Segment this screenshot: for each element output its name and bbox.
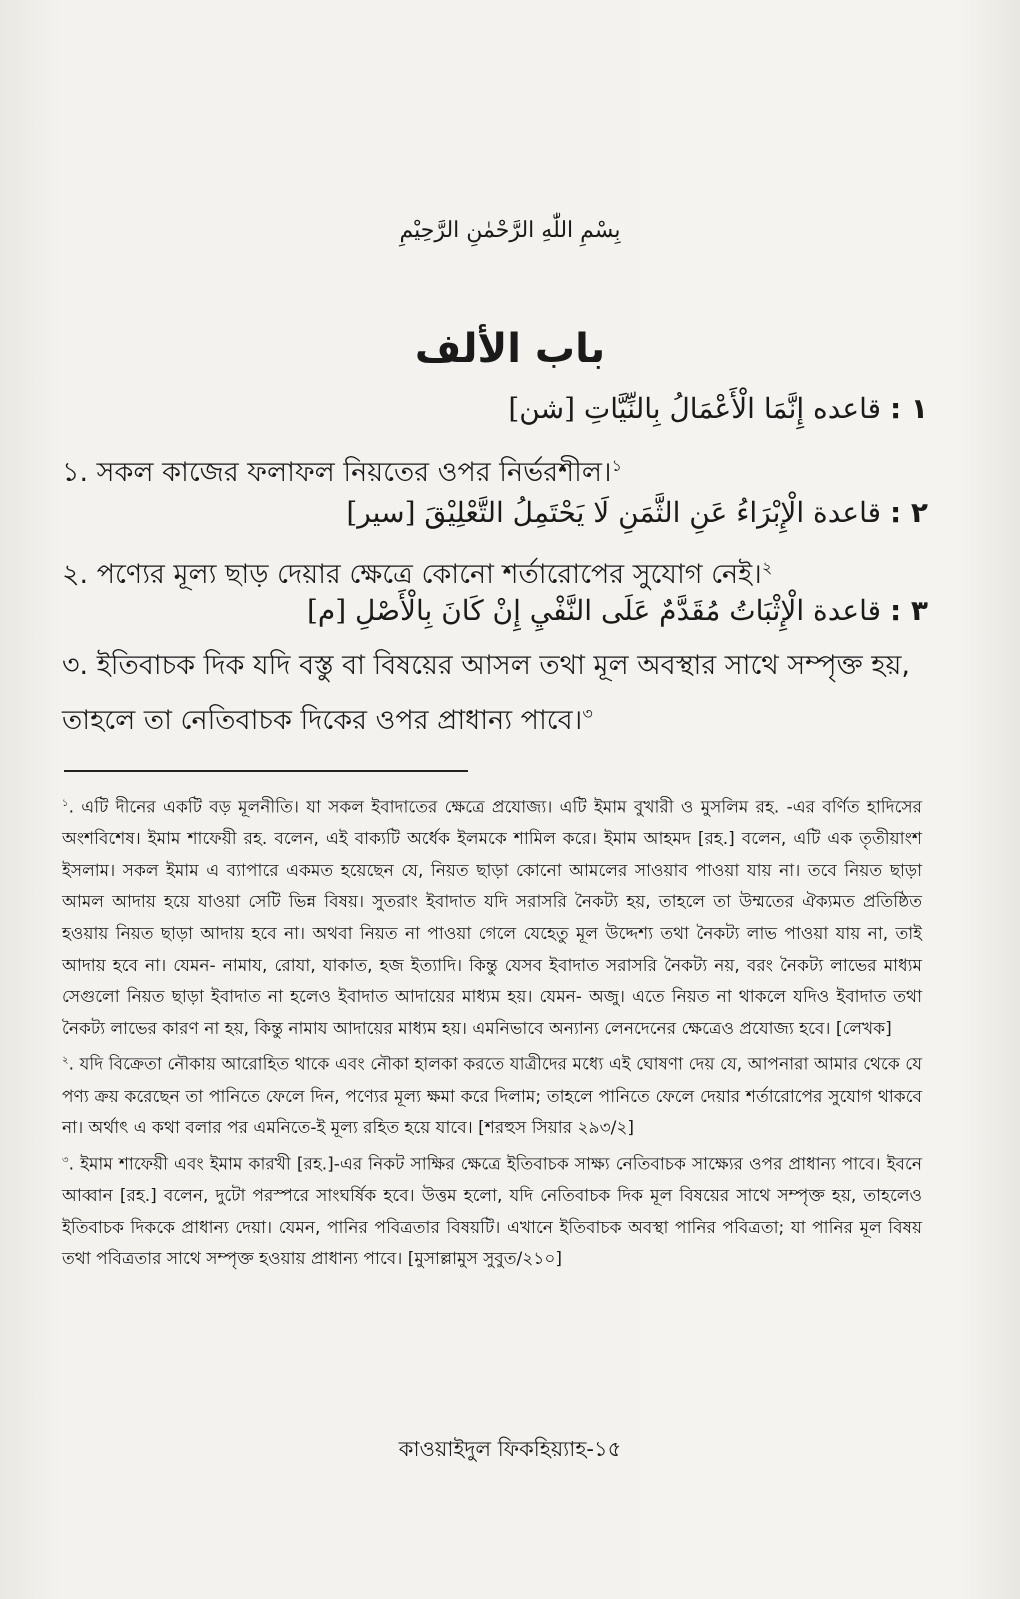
footnote-1-text: . এটি দীনের একটি বড় মূলনীতি। যা সকল ইবাদাতের ক্ষেত্রে প্রযোজ্য। এটি ইমাম বুখারী ও মুসলিম রহ. -এর বর্ণিত হাদিসের অংশবিশেষ। ইমাম শাফেয়ী রহ. বলেন, এই বাক্যটি অর্ধেক ইলমকে শামিল করে। ইমাম আহমদ [রহ.] বলেন, এটি এক তৃতীয়াংশ ইসলাম। সকল ইমাম এ ব্যাপারে একমত হয়েছেন যে, নিয়ত ছাড়া কোনো আমলের সাওয়াব পাওয়া যায় না। তবে নিয়ত ছাড়া আমল আদায় হয়ে যাওয়া সেটি ভিন্ন বিষয়। সুতরাং ইবাদাত যদি সরাসরি নৈকট্য হয়, তাহলে তা উম্মতের ঐক্যমত প্রতিষ্ঠিত হওয়ায় নিয়ত ছাড়া আদায় হবে না। অথবা নিয়ত না পাওয়া গেলে যেহেতু মূল উদ্দেশ্য তথা নৈকট্য লাভ পাওয়া যায় না, তাই আদায় হবে না। যেমন- নামায, রোযা, যাকাত, হজ ইত্যাদি। কিন্তু যেসব ইবাদাত সরাসরি নৈকট্য নয়, বরং নৈকট্য লাভের মাধ্যম সেগুলো নিয়ত ছাড়া ইবাদাত না হলেও ইবাদাত আদায়ের মাধ্যম হয়। যেমন- অজু। এতে নিয়ত না থাকলে যদিও ইবাদাত তথা নৈকট্য লাভের কারণ না হয়, কিন্তু নামায আদায়ের মাধ্যম হয়। এমনিভাবে অন্যান্য লেনদেনের ক্ষেত্রেও প্রযোজ্য হবে। [লেখক] [62, 797, 922, 1039]
chapter-title: باب الألف [414, 326, 606, 372]
footnote-ref-3[interactable]: ৩ [582, 704, 593, 723]
footnote-3 [62, 1145, 922, 1276]
footnote-1 [62, 788, 922, 1045]
rule-3-arabic [68, 594, 928, 627]
rule-1-arabic-text: قاعده إِنَّمَا الْأَعْمَالُ بِالنِّيَّاتِ [شن] [508, 392, 882, 425]
rule-2-bangla-text: ২. পণ্যের মূল্য ছাড় দেয়ার ক্ষেত্রে কোনো শর্তারোপের সুযোগ নেই। [62, 559, 762, 590]
rule-3-number: ٣ : [889, 594, 928, 627]
rule-3-bangla [62, 642, 922, 745]
footnote-ref-2[interactable]: ২ [761, 558, 773, 577]
page-footer: কাওয়াইদুল ফিকহিয়্যাহ-১৫ [398, 1437, 622, 1461]
footnote-ref-1[interactable]: ১ [611, 456, 623, 475]
rule-1-bangla [62, 442, 922, 497]
rule-2-bangla [62, 544, 922, 599]
footnote-2 [62, 1045, 922, 1144]
rule-1-bangla-text: ১. সকল কাজের ফলাফল নিয়তের ওপর নির্ভরশীল। [62, 457, 612, 488]
footnote-3-marker: ৩ [62, 1154, 69, 1166]
rule-1-number: ١ : [889, 392, 928, 425]
rule-3-bangla-text: ৩. ইতিবাচক দিক যদি বস্তু বা বিষয়ের আসল তথা মূল অবস্থার সাথে সম্পৃক্ত হয়, তাহলে তা নেতিবাচক দিকের ওপর প্রাধান্য পাবে। [62, 650, 910, 736]
rule-3-arabic-text: قاعدة الْإِثْبَاتُ مُقَدَّمٌ عَلَى النَّفْيِ إِنْ كَانَ بِالْأَصْلِ [م] [306, 594, 882, 627]
rule-2-arabic-text: قاعدة الْإِبْرَاءُ عَنِ الثَّمَنِ لَا يَحْتَمِلُ التَّعْلِيْقَ [سير] [346, 496, 882, 529]
rule-2-arabic [68, 496, 928, 529]
footnotes [62, 788, 922, 1276]
footnote-1-marker: ১ [62, 798, 69, 809]
footnote-2-text: . যদি বিক্রেতা নৌকায় আরোহিত থাকে এবং নৌকা হালকা করতে যাত্রীদের মধ্যে এই ঘোষণা দেয় যে, আপনারা আমার থেকে যে পণ্য ক্রয় করেছেন তা পানিতে ফেলে দিন, পণ্যের মূল্য ক্ষমা করে দিলাম; তাহলে পানিতে ফেলে দেয়ার শর্তারোপের সুযোগ থাকবে না। অর্থাৎ এ কথা বলার পর এমনিতে-ই মূল্য রহিত হয়ে যাবে। [শরহুস সিয়ার ২৯৩/২] [62, 1055, 922, 1139]
rule-2-number: ٢ : [889, 496, 928, 529]
footnote-3-text: . ইমাম শাফেয়ী এবং ইমাম কারখী [রহ.]-এর নিকট সাক্ষির ক্ষেত্রে ইতিবাচক সাক্ষ্য নেতিবাচক সাক্ষ্যের ওপর প্রাধান্য পাবে। ইবনে আব্বান [রহ.] বলেন, দুটো পরস্পরে সাংঘর্ষিক হবে। উত্তম হলো, যদি নেতিবাচক দিক মূল বিষয়ের সাথে সম্পৃক্ত হয়, তাহলেও ইতিবাচক দিককে প্রাধান্য দেয়া। যেমন, পানির পবিত্রতার বিষয়টি। এখানে ইতিবাচক অবস্থা পানির পবিত্রতা; যা পানির মূল বিষয় তথা পবিত্রতার সাথে সম্পৃক্ত হওয়ায় প্রাধান্য পাবে। [মুসাল্লামুস সুবুত/২১০] [62, 1154, 922, 1270]
footnote-divider [64, 770, 468, 772]
rule-1-arabic [68, 392, 928, 425]
footnote-2-marker: ২ [62, 1055, 69, 1067]
bismillah-heading: بِسْمِ اللّٰهِ الرَّحْمٰنِ الرَّحِيْمِ [399, 218, 621, 243]
